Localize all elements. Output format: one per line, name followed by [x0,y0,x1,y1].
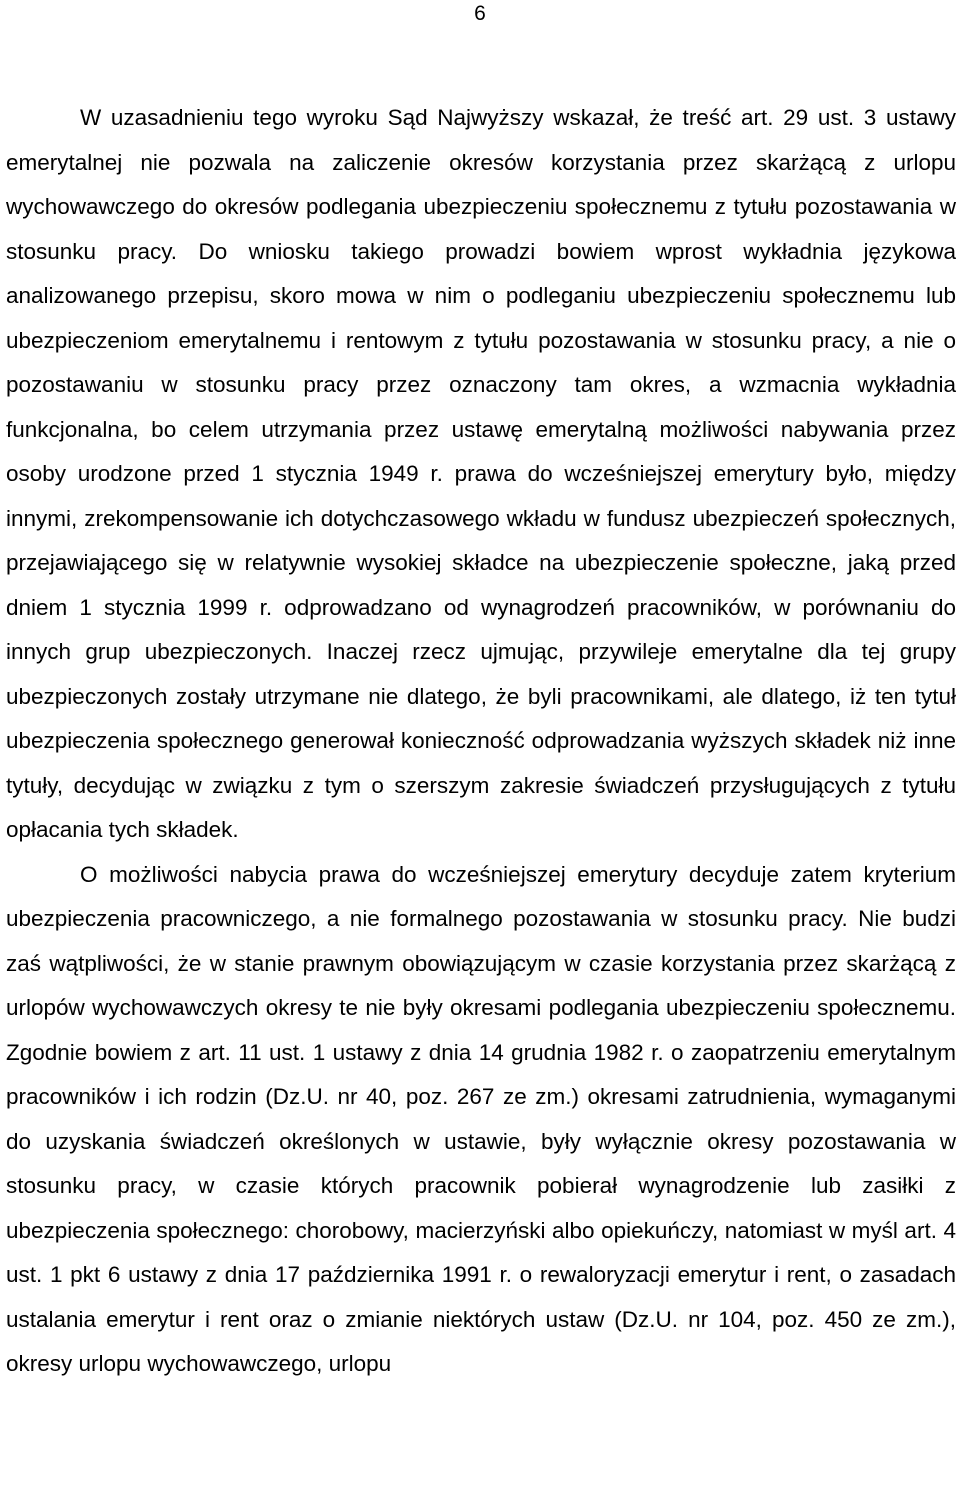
paragraph-1: W uzasadnieniu tego wyroku Sąd Najwyższy wskazał, że treść art. 29 ust. 3 ustawy emerytalnej nie pozwala na zaliczenie okresów korzystania przez skarżącą z urlopu wychowawczego do okresów podlegania ubezpieczeniu społecznemu z tytułu pozostawania w stosunku pracy. Do wniosku takiego prowadzi bowiem wprost wykładnia językowa analizowanego przepisu, skoro mowa w nim o podleganiu ubezpieczeniu społecznemu lub ubezpieczeniom emerytalnemu i rentowym z tytułu pozostawania w stosunku pracy, a nie o pozostawaniu w stosunku pracy przez oznaczony tam okres, a wzmacnia wykładnia funkcjonalna, bo celem utrzymania przez ustawę emerytalną możliwości nabywania przez osoby urodzone przed 1 stycznia 1949 r. prawa do wcześniejszej emerytury było, między innymi, zrekompensowanie ich dotychczasowego wkładu w fundusz ubezpieczeń społecznych, przejawiającego się w relatywnie wysokiej składce na ubezpieczenie społeczne, jaką przed dniem 1 stycznia 1999 r. odprowadzano od wynagrodzeń pracowników, w porównaniu do innych grup ubezpieczonych. Inaczej rzecz ujmując, przywileje emerytalne dla tej grupy ubezpieczonych zostały utrzymane nie dlatego, że byli pracownikami, ale dlatego, iż ten tytuł ubezpieczenia społecznego generował konieczność odprowadzania wyższych składek niż inne tytuły, decydując w związku z tym o szerszym zakresie świadczeń przysługujących z tytułu opłacania tych składek. [6,105,956,842]
paragraph-2: O możliwości nabycia prawa do wcześniejszej emerytury decyduje zatem kryterium ubezpieczenia pracowniczego, a nie formalnego pozostawania w stosunku pracy. Nie budzi zaś wątpliwości, że w stanie prawnym obowiązującym w czasie korzystania przez skarżącą z urlopów wychowawczych okresy te nie były okresami podlegania ubezpieczeniu społecznemu. Zgodnie bowiem z art. 11 ust. 1 ustawy z dnia 14 grudnia 1982 r. o zaopatrzeniu emerytalnym pracowników i ich rodzin (Dz.U. nr 40, poz. 267 ze zm.) okresami zatrudnienia, wymaganymi do uzyskania świadczeń określonych w ustawie, były wyłącznie okresy pozostawania w stosunku pracy, w czasie których pracownik pobierał wynagrodzenie lub zasiłki z ubezpieczenia społecznego: chorobowy, macierzyński albo opiekuńczy, natomiast w myśl art. 4 ust. 1 pkt 6 ustawy z dnia 17 października 1991 r. o rewaloryzacji emerytur i rent, o zasadach ustalania emerytur i rent oraz o zmianie niektórych ustaw (Dz.U. nr 104, poz. 450 ze zm.), okresy urlopu wychowawczego, urlopu [6,861,956,1376]
page-number: 6 [474,2,486,25]
document-body [6,96,956,1387]
